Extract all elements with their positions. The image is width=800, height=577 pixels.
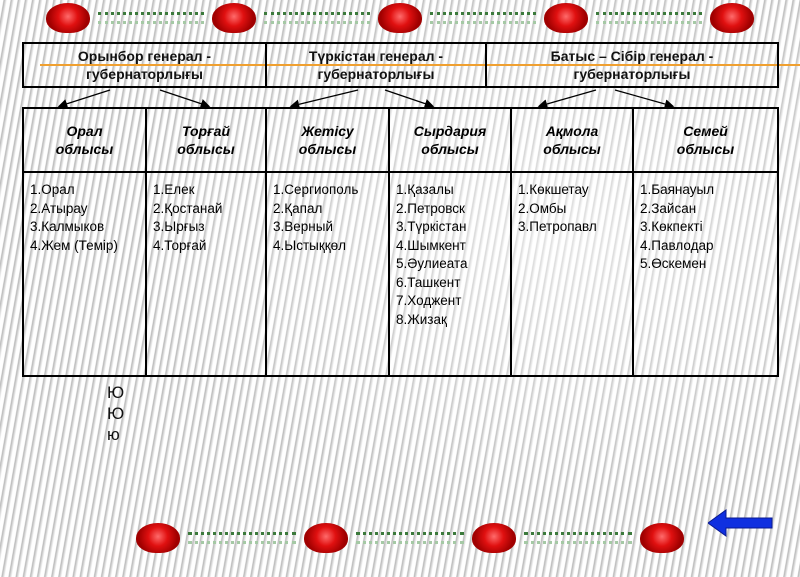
town-item: 3.Көкпекті — [640, 219, 703, 234]
region-header: Сырдария облысы — [389, 108, 511, 172]
town-item: 4.Торғай — [153, 237, 207, 253]
town-item: 6.Ташкент — [396, 274, 461, 290]
town-item: 4.Шымкент — [396, 237, 466, 253]
town-item: 4.Жем (Темір) — [30, 237, 118, 253]
town-item: 3.Верный — [273, 219, 333, 234]
town-item: 1.Сергиополь — [273, 182, 359, 197]
town-item: 4.Павлодар — [640, 237, 714, 253]
town-item: 1.Көкшетау — [518, 182, 589, 197]
stray-letters — [107, 382, 124, 445]
rose-icon — [640, 523, 684, 553]
town-item: 2.Қапал — [273, 200, 323, 216]
rose-icon — [136, 523, 180, 553]
letter: Ю — [107, 383, 125, 402]
town-item: 5.Өскемен — [640, 256, 707, 271]
region-towns — [266, 172, 389, 376]
town-item: 1.Орал — [30, 182, 75, 197]
regions-table — [22, 107, 779, 377]
town-item: 2.Зайсан — [640, 200, 697, 216]
town-item: 1.Баянауыл — [640, 182, 715, 197]
connector-arrows — [0, 0, 800, 120]
town-item: 3.Ырғыз — [153, 219, 205, 234]
letter: ю — [107, 425, 120, 444]
letter: Ю — [107, 404, 125, 423]
town-item: 2.Петровск — [396, 200, 465, 216]
region-towns — [146, 172, 266, 376]
town-item: 4.Ыстыққөл — [273, 237, 347, 253]
region-header: Торғай облысы — [146, 108, 266, 172]
town-item: 1.Қазалы — [396, 182, 454, 197]
town-item: 1.Елек — [153, 182, 195, 197]
region-towns — [23, 172, 146, 376]
region-header: Ақмола облысы — [511, 108, 633, 172]
region-towns — [511, 172, 633, 376]
rose-border-bottom — [130, 520, 690, 556]
town-item: 2.Атырау — [30, 200, 88, 216]
back-arrow-button[interactable] — [708, 509, 774, 537]
town-item: 8.Жизақ — [396, 311, 447, 327]
region-towns — [633, 172, 778, 376]
town-item: 2.Омбы — [518, 200, 567, 216]
rose-icon — [472, 523, 516, 553]
governorate-orenburg: Орынбор генерал - губернаторлығы — [23, 43, 266, 87]
town-item: 5.Әулиеата — [396, 256, 468, 271]
region-header: Орал облысы — [23, 108, 146, 172]
governorate-west-siberia: Батыс – Сібір генерал - губернаторлығы — [486, 43, 778, 87]
region-towns — [389, 172, 511, 376]
town-item: 3.Түркістан — [396, 219, 467, 234]
region-header: Жетісу облысы — [266, 108, 389, 172]
region-header: Семей облысы — [633, 108, 778, 172]
rose-icon — [304, 523, 348, 553]
town-item: 2.Қостанай — [153, 200, 223, 216]
town-item: 3.Калмыков — [30, 219, 105, 234]
town-item: 3.Петропавл — [518, 219, 597, 234]
governorate-turkestan: Түркістан генерал - губернаторлығы — [266, 43, 486, 87]
town-item: 7.Ходжент — [396, 293, 462, 308]
